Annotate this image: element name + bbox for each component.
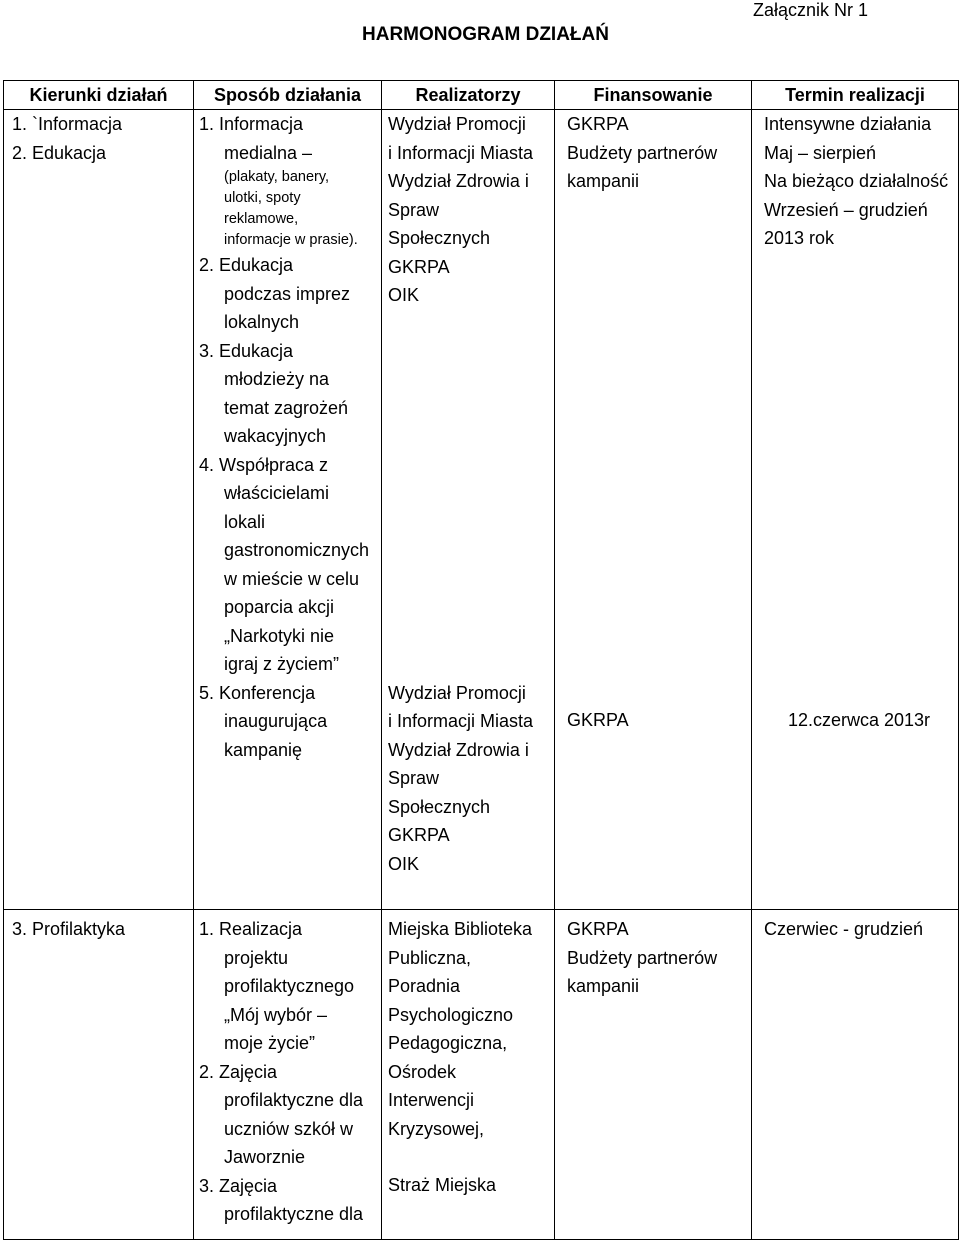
sposob-item2-line: podczas imprez bbox=[224, 283, 351, 304]
sposob-line: moje życie” bbox=[224, 1033, 316, 1053]
sposob-item4-line: w mieście w celu bbox=[224, 568, 360, 589]
sposob-item4-line: 4. Współpraca z bbox=[199, 454, 329, 475]
document-title: HARMONOGRAM DZIAŁAŃ bbox=[362, 24, 609, 45]
termin-line: Maj – sierpień bbox=[764, 142, 877, 163]
realizator-line: Interwencji bbox=[388, 1090, 475, 1110]
realizator-line: OIK bbox=[388, 285, 420, 305]
sposob-line: uczniów szkół w bbox=[224, 1118, 354, 1139]
sposob-item1-line: 1. Informacja bbox=[199, 114, 304, 134]
realizator-line: GKRPA bbox=[388, 825, 450, 845]
header-realizatorzy: Realizatorzy bbox=[382, 81, 555, 110]
finansowanie-cell bbox=[555, 910, 752, 1240]
realizator-line: Kryzysowej, bbox=[388, 1118, 485, 1139]
kierunek-item: 2. Edukacja bbox=[12, 142, 107, 163]
sposob-item3-line: 3. Edukacja bbox=[199, 340, 294, 361]
realizator-line: Poradnia bbox=[388, 976, 461, 996]
realizator-line: i Informacji Miasta bbox=[388, 711, 534, 731]
realizator-line: i Informacji Miasta bbox=[388, 142, 534, 163]
header-kierunki: Kierunki działań bbox=[4, 81, 194, 110]
sposob-line: profilaktyczne dla bbox=[224, 1204, 364, 1224]
sposob-item2-line: 2. Edukacja bbox=[199, 255, 294, 275]
sposob-line: 1. Realizacja bbox=[199, 919, 303, 939]
sposob-cell bbox=[194, 110, 382, 910]
sposob-item3-line: młodzieży na bbox=[224, 369, 330, 389]
termin-line: Czerwiec - grudzień bbox=[764, 919, 924, 939]
sposob-line: profilaktycznego bbox=[224, 976, 355, 996]
realizator-line: Wydział Zdrowia i bbox=[388, 739, 529, 760]
sposob-line: Jaworznie bbox=[224, 1147, 306, 1167]
header-sposob: Sposób działania bbox=[194, 81, 382, 110]
realizator-line: Wydział Zdrowia i bbox=[388, 171, 529, 191]
sposob-item4-line: gastronomicznych bbox=[224, 540, 370, 560]
sposob-item1-line: medialna – bbox=[224, 142, 313, 163]
realizator-line: Pedagogiczna, bbox=[388, 1033, 508, 1053]
sposob-item4-line: właścicielami bbox=[224, 483, 330, 503]
realizator-line: Spraw bbox=[388, 768, 440, 788]
sposob-item5-line: inaugurująca bbox=[224, 711, 328, 731]
termin-line: Na bieżąco działalność bbox=[764, 171, 949, 191]
sposob-item1-detail: ulotki, spoty bbox=[224, 190, 301, 206]
header-row bbox=[4, 81, 959, 110]
realizatorzy-cell bbox=[382, 110, 555, 910]
sposob-item4-line: „Narkotyki nie bbox=[224, 625, 335, 646]
sposob-line: projektu bbox=[224, 947, 289, 968]
realizator-line: OIK bbox=[388, 853, 420, 874]
realizator-line: Społecznych bbox=[388, 796, 491, 817]
termin-line: Intensywne działania bbox=[764, 114, 932, 134]
sposob-item4-line: lokali bbox=[224, 511, 266, 532]
table-row bbox=[4, 110, 959, 910]
sposob-line: 2. Zajęcia bbox=[199, 1061, 278, 1082]
sposob-item5-line: 5. Konferencja bbox=[199, 682, 316, 703]
finansowanie-line: Budżety partnerów bbox=[567, 142, 718, 163]
sposob-item5-line: kampanię bbox=[224, 739, 303, 760]
realizator-line: Ośrodek bbox=[388, 1061, 457, 1082]
header-finansowanie: Finansowanie bbox=[555, 81, 752, 110]
sposob-cell bbox=[194, 910, 382, 1240]
schedule-table bbox=[3, 80, 959, 1240]
sposob-item1-detail: informacje w prasie). bbox=[224, 232, 358, 248]
realizator-line: Spraw bbox=[388, 199, 440, 220]
table-row bbox=[4, 910, 959, 1240]
finansowanie-line: kampanii bbox=[567, 976, 640, 996]
realizator-line: Straż Miejska bbox=[388, 1175, 497, 1195]
annex-label: Załącznik Nr 1 bbox=[752, 0, 868, 20]
sposob-item2-line: lokalnych bbox=[224, 312, 300, 332]
header-termin: Termin realizacji bbox=[752, 81, 959, 110]
sposob-item1-detail: (plakaty, banery, bbox=[224, 169, 330, 185]
kierunki-cell bbox=[4, 910, 194, 1240]
termin-cell bbox=[752, 110, 959, 910]
sposob-line: profilaktyczne dla bbox=[224, 1090, 364, 1110]
sposob-item4-line: igraj z życiem” bbox=[224, 654, 340, 674]
realizator-line: GKRPA bbox=[388, 256, 450, 277]
realizatorzy-cell bbox=[382, 910, 555, 1240]
termin-line: 12.czerwca 2013r bbox=[787, 709, 931, 730]
realizator-line: Społecznych bbox=[388, 228, 491, 248]
finansowanie-line: kampanii bbox=[567, 171, 640, 191]
sposob-line: „Mój wybór – bbox=[224, 1004, 328, 1025]
finansowanie-line: GKRPA bbox=[567, 919, 629, 939]
sposob-item3-line: wakacyjnych bbox=[224, 426, 327, 446]
termin-line: Wrzesień – grudzień bbox=[764, 199, 928, 220]
sposob-line: 3. Zajęcia bbox=[199, 1175, 278, 1196]
realizator-line: Publiczna, bbox=[388, 947, 472, 968]
kierunek-item: 3. Profilaktyka bbox=[12, 919, 126, 939]
finansowanie-line: GKRPA bbox=[567, 709, 629, 730]
termin-line: 2013 rok bbox=[764, 228, 835, 248]
realizator-line: Wydział Promocji bbox=[388, 114, 526, 134]
finansowanie-cell bbox=[555, 110, 752, 910]
realizator-line: Psychologiczno bbox=[388, 1004, 514, 1025]
sposob-item1-detail: reklamowe, bbox=[224, 211, 299, 227]
realizator-line: Wydział Promocji bbox=[388, 682, 526, 703]
finansowanie-line: GKRPA bbox=[567, 114, 629, 134]
kierunek-item: 1. `Informacja bbox=[12, 114, 123, 134]
sposob-item4-line: poparcia akcji bbox=[224, 597, 335, 617]
finansowanie-line: Budżety partnerów bbox=[567, 947, 718, 968]
termin-cell bbox=[752, 910, 959, 1240]
kierunki-cell bbox=[4, 110, 194, 910]
sposob-item3-line: temat zagrożeń bbox=[224, 397, 349, 418]
realizator-line: Miejska Biblioteka bbox=[388, 919, 533, 939]
